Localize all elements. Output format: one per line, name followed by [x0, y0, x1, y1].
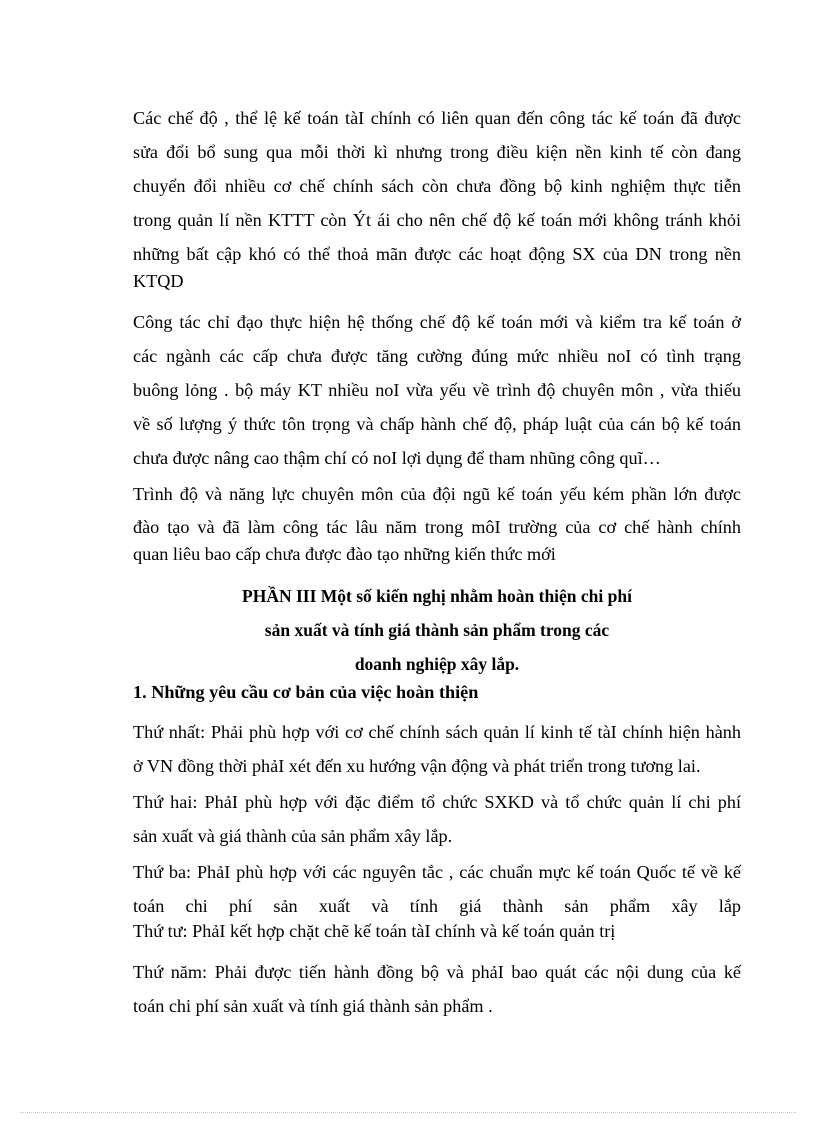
requirement-first — [133, 715, 741, 783]
paragraph-accounting-regime — [133, 101, 741, 271]
paragraph-line: sửa đổi bổ sung qua mỗi thời kì nhưng trong điều kiện nền kinh tế còn đang — [133, 142, 741, 162]
requirement-line: ở VN đồng thời phảI xét đến xu hướng vận động và phát triển trong tương lai. — [133, 756, 701, 776]
paragraph-line: quan liêu bao cấp chưa được đào tạo những kiến thức mới — [133, 544, 556, 564]
requirement-line: toán chi phí sản xuất và tính giá thành sản phẩm . — [133, 996, 493, 1016]
paragraph-line: các ngành các cấp chưa được tăng cường đúng mức nhiều noI có tình trạng — [133, 346, 741, 366]
section-heading — [133, 579, 741, 681]
paragraph-staff-competence — [133, 478, 741, 544]
requirement-line: Thứ nhất: Phải phù hợp với cơ chế chính sách quản lí kinh tế tàI chính hiện hành — [133, 722, 741, 742]
requirement-line: Thứ năm: Phải được tiến hành đồng bộ và phảI bao quát các nội dung của kế — [133, 962, 741, 982]
paragraph-line: Các chế độ , thể lệ kế toán tàI chính có liên quan đến công tác kế toán đã được — [133, 108, 741, 128]
paragraph-line: chuyển đổi nhiều cơ chế chính sách còn chưa đồng bộ kinh nghiệm thực tiễn — [133, 176, 741, 196]
subheading-requirements: 1. Những yêu cầu cơ bản của việc hoàn thiện — [133, 682, 479, 702]
paragraph-line: những bất cập khó có thể thoả mãn được các hoạt động SX của DN trong nền — [133, 244, 741, 264]
section-heading-line: doanh nghiệp xây lắp. — [354, 654, 520, 674]
section-heading-line: PHẦN III Một số kiến nghị nhằm hoàn thiện chi phí — [242, 586, 632, 606]
paragraph-line: trong quản lí nền KTTT còn Ýt ái cho nên chế độ kế toán mới không tránh khỏi — [133, 210, 741, 230]
requirement-line: sản xuất và giá thành của sản phẩm xây lắp. — [133, 826, 453, 846]
requirement-second — [133, 785, 741, 853]
paragraph-line: chưa được nâng cao thậm chí có noI lợi dụng để tham nhũng công quĩ… — [133, 448, 661, 468]
requirement-fifth — [133, 955, 741, 1023]
section-heading-line: sản xuất và tính giá thành sản phẩm trong các — [264, 620, 610, 640]
requirement-line: toán chi phí sản xuất và tính giá thành sản phẩm xây lắp — [133, 896, 741, 916]
paragraph-line: Công tác chỉ đạo thực hiện hệ thống chế độ kế toán mới và kiểm tra kế toán ở — [133, 312, 741, 332]
requirement-third — [133, 855, 741, 923]
paragraph-line: đào tạo và đã làm công tác lâu năm trong môI trường của cơ chế hành chính — [133, 517, 741, 537]
paragraph-line: Trình độ và năng lực chuyên môn của đội ngũ kế toán yếu kém phần lớn được — [133, 484, 741, 504]
paragraph-line: buông lỏng . bộ máy KT nhiều noI vừa yếu về trình độ chuyên môn , vừa thiếu — [133, 380, 741, 400]
requirement-line: Thứ hai: PhảI phù hợp với đặc điểm tổ chức SXKD và tổ chức quản lí chi phí — [133, 792, 741, 812]
requirement-fourth: Thứ tư: PhảI kết hợp chặt chẽ kế toán tàI chính và kế toán quản trị — [133, 921, 616, 941]
paragraph-direction-inspection — [133, 305, 741, 475]
paragraph-line: KTQD — [133, 271, 184, 291]
page-bottom-rule — [20, 1112, 796, 1113]
paragraph-line: về số lượng ý thức tôn trọng và chấp hành chế độ, pháp luật của cán bộ kế toán — [133, 414, 741, 434]
requirement-line: Thứ ba: PhảI phù hợp với các nguyên tắc , các chuẩn mực kế toán Quốc tế về kế — [133, 862, 741, 882]
